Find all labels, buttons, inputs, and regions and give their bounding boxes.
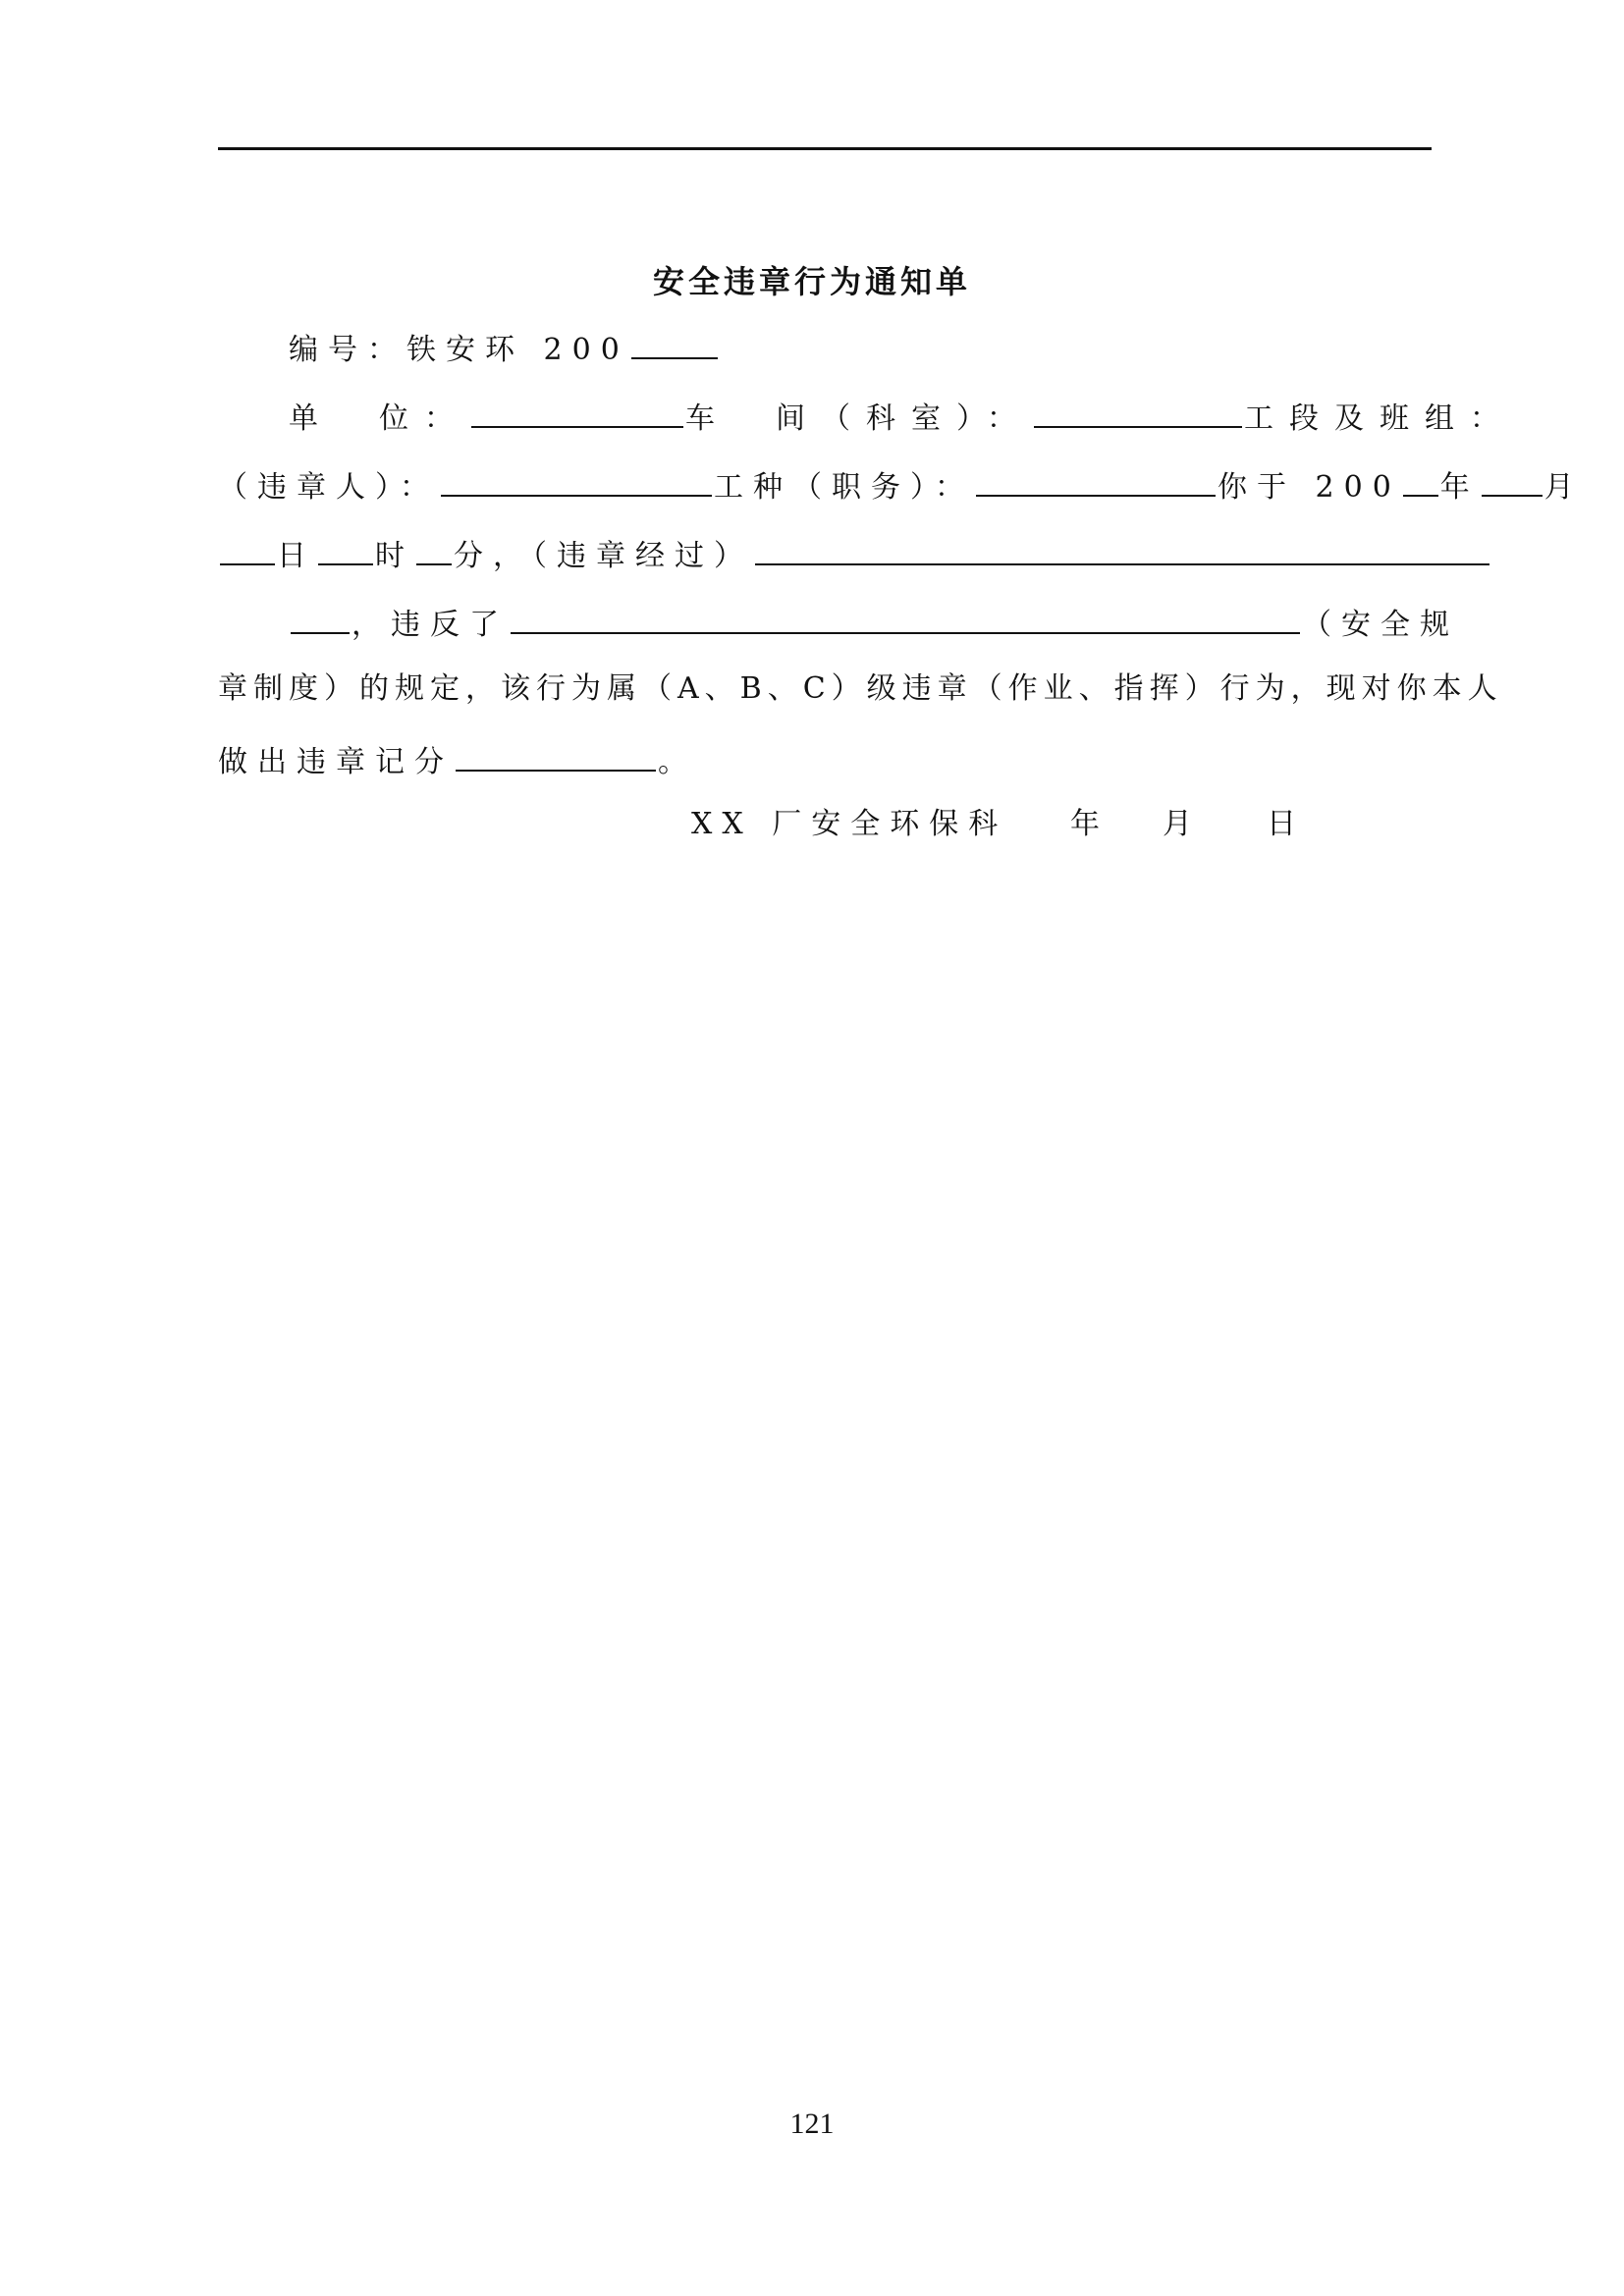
issuer: XX 厂安全环保科 [691,807,1008,841]
minute-blank[interactable] [416,532,452,565]
day-label: 日 [277,539,316,573]
violator-line [218,463,1584,503]
details-continued-blank[interactable] [291,601,350,634]
violated-label: 违反了 [391,608,509,642]
rules-open: （安全规 [1302,608,1459,642]
minute-label: 分，（违章经过） [454,539,753,573]
day-blank[interactable] [220,532,275,565]
comma: ， [352,608,391,642]
violator-label: （违章人）： [218,470,439,505]
details-blank[interactable] [755,532,1489,565]
page-number: 121 [789,2108,835,2140]
violated-line [289,601,1459,640]
points-label: 做出违章记分 [218,745,454,779]
issuer-line [691,805,1007,844]
rules-blank[interactable] [511,601,1300,634]
number-blank[interactable] [631,326,718,359]
date-year: 年 [1070,807,1100,841]
section-label: 工段及班组： [1244,401,1515,436]
hour-blank[interactable] [318,532,373,565]
unit-label: 单 位： [289,401,469,436]
date-day: 日 [1267,807,1296,841]
violator-blank[interactable] [441,463,712,497]
rules-text: 章制度）的规定，该行为属（A、B、C）级违章（作业、指挥）行为，现对你本人 [218,671,1503,706]
points-blank[interactable] [456,738,656,772]
year-label: 年 [1439,470,1480,505]
number-label: 编号：铁安环 200 [289,333,629,367]
month-label: 月 [1543,470,1584,505]
document-title: 安全违章行为通知单 [652,263,971,300]
you-at-label: 你于 200 [1218,470,1401,505]
workshop-blank[interactable] [1034,395,1242,428]
period: 。 [658,745,697,779]
hour-label: 时 [375,539,414,573]
rules-line [218,669,1503,709]
points-line [218,738,697,777]
year-blank[interactable] [1403,463,1438,497]
unit-blank[interactable] [471,395,683,428]
unit-line [289,395,1515,434]
time-line [218,532,1491,571]
workshop-label: 车 间（科室）： [685,401,1032,436]
month-blank[interactable] [1482,463,1543,497]
header-rule [218,147,1432,150]
job-blank[interactable] [976,463,1216,497]
date-month: 月 [1163,807,1192,841]
number-line [289,326,720,365]
job-label: 工种（职务）： [714,470,974,505]
